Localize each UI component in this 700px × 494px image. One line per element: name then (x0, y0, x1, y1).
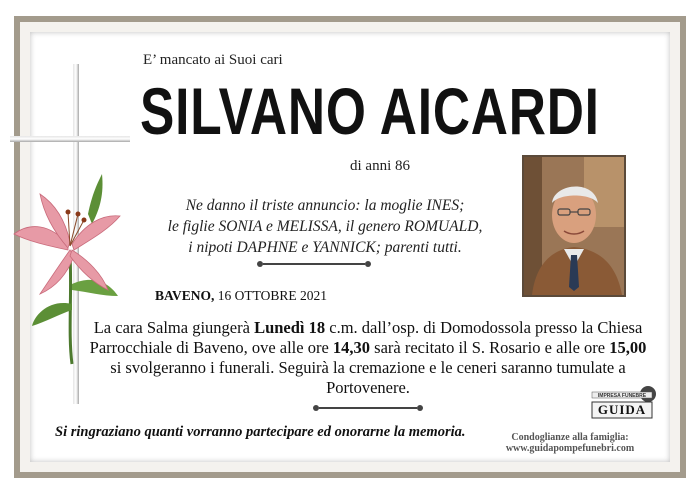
divider-bottom (313, 403, 423, 413)
divider-top (257, 259, 371, 269)
place-city: BAVENO, (155, 288, 215, 303)
logo-name: GUIDA (597, 402, 647, 417)
place-date-text: 16 OTTOBRE 2021 (217, 288, 328, 303)
portrait-image (524, 157, 624, 295)
funeral-details (88, 318, 648, 398)
age-text: di anni 86 (350, 158, 410, 174)
portrait-photo (522, 155, 626, 297)
details-text: La cara Salma giungerà (93, 318, 255, 337)
details-day: Lunedì 18 (254, 318, 326, 337)
funeral-home-logo (590, 384, 660, 428)
thanks-text: Si ringraziano quanti vorranno partecipare ed onorarne la memoria. (55, 424, 466, 440)
deceased-name: SILVANO AICARDI (140, 74, 600, 148)
details-text: c.m. dall’osp. di Domodossola presso la Chiesa Parrocchiale di Baveno, ove alle ore (89, 318, 643, 357)
mourners-line: le figlie SONIA e MELISSA, il genero ROMUALD, (167, 218, 483, 235)
mourners-block (140, 195, 510, 258)
mourners-line: i nipoti DAPHNE e YANNICK; parenti tutti. (188, 239, 462, 256)
details-text: si svolgeranno i funerali. Seguirà la cremazione e le ceneri saranno tumulate a Portovenere. (110, 358, 626, 397)
mourners-line: Ne danno il triste annuncio: la moglie INES; (185, 197, 465, 214)
logo-tag: IMPRESA FUNEBRE (597, 393, 647, 399)
intro-text: E’ mancato ai Suoi cari (143, 52, 283, 68)
condolences-link[interactable]: www.guidapompefunebri.com (505, 443, 635, 454)
condolences-label: Condoglianze alla famiglia: (511, 432, 629, 443)
details-time-funeral: 15,00 (609, 338, 647, 357)
details-time-rosary: 14,30 (332, 338, 371, 357)
details-text: sarà recitato il S. Rosario e alle ore (370, 338, 610, 357)
place-date (155, 288, 327, 304)
condolences-block (470, 432, 670, 454)
